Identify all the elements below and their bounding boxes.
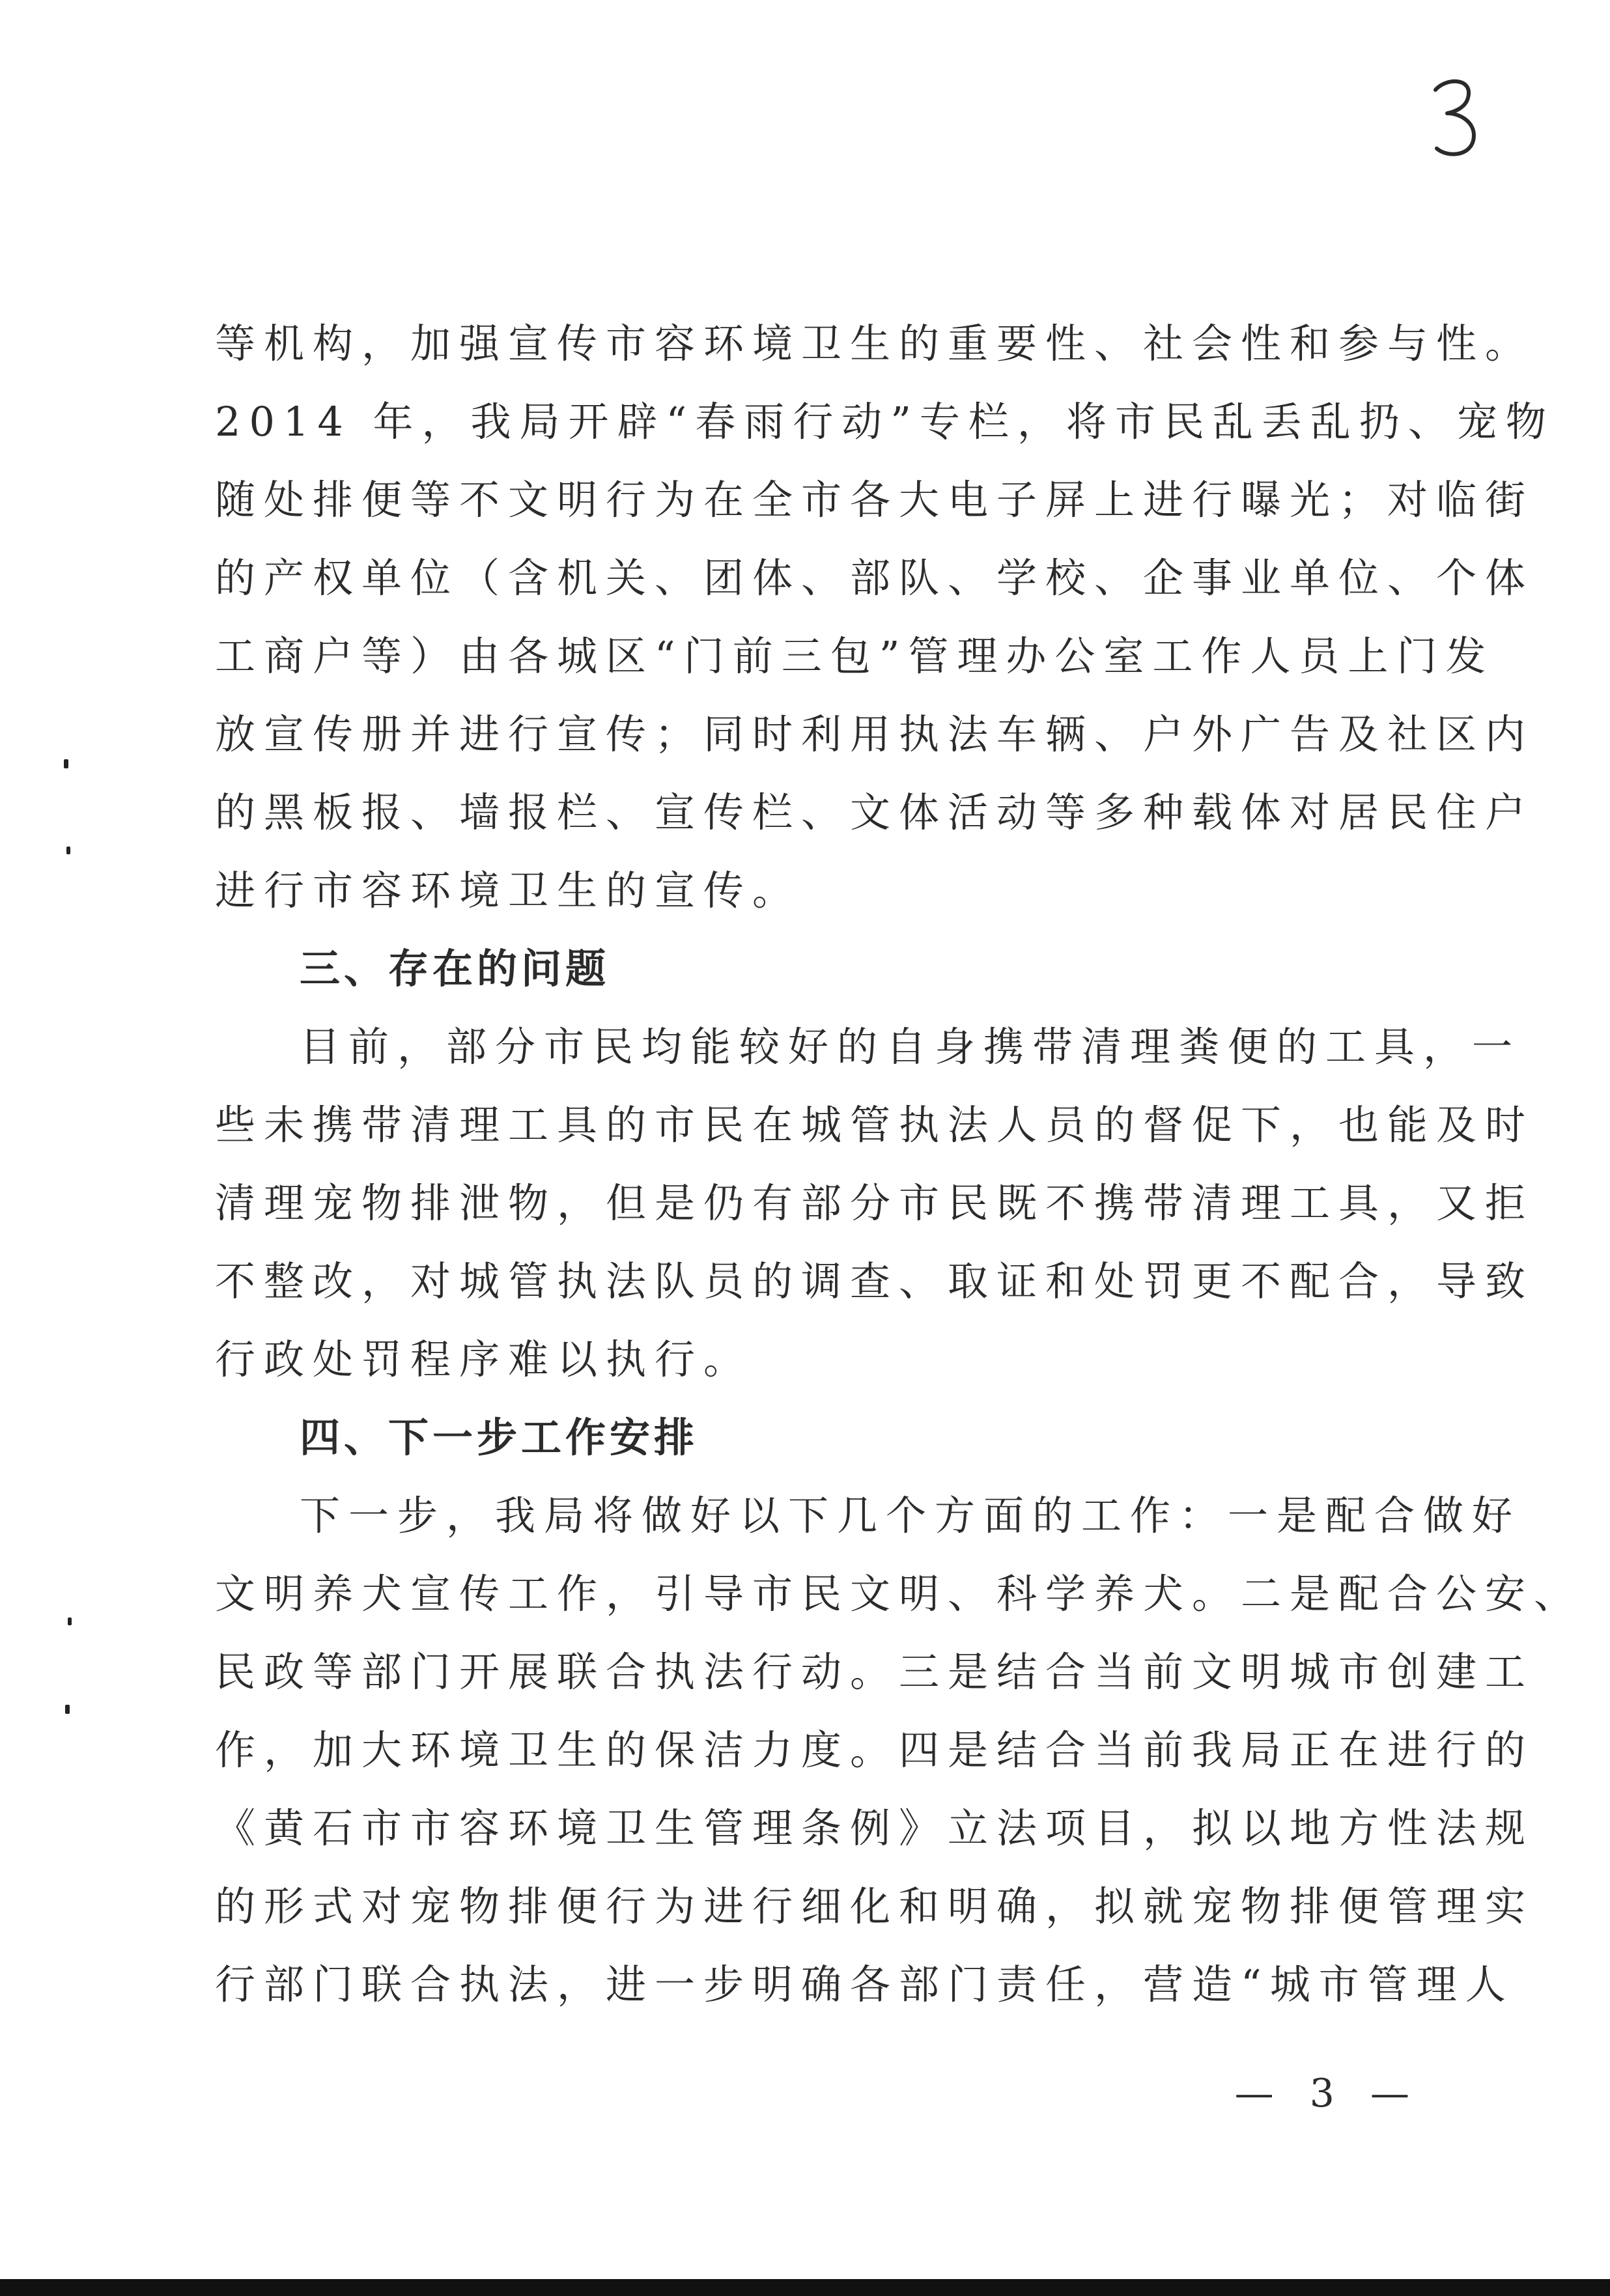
footer-page-number: — 3 — <box>1234 2071 1421 2116</box>
text-line: 清理宠物排泄物，但是仍有部分市民既不携带清理工具，又拒 <box>215 1179 1534 1227</box>
section-heading-problems: 三、存在的问题 <box>300 945 610 992</box>
text-line: 不整改，对城管执法队员的调查、取证和处罚更不配合，导致 <box>215 1257 1534 1305</box>
text-line: 的黑板报、墙报栏、宣传栏、文体活动等多种载体对居民住户 <box>215 789 1534 836</box>
document-body <box>215 305 1583 2024</box>
text-line: 等机构，加强宣传市容环境卫生的重要性、社会性和参与性。 <box>215 320 1534 367</box>
text-line: 随处排便等不文明行为在全市各大电子屏上进行曝光；对临街 <box>215 476 1534 524</box>
text-line: 工商户等）由各城区“门前三包”管理办公室工作人员上门发 <box>215 632 1495 680</box>
section-heading-next-steps: 四、下一步工作安排 <box>300 1414 699 1461</box>
text-line: 下一步，我局将做好以下几个方面的工作：一是配合做好 <box>300 1492 1521 1539</box>
scan-edge <box>0 2279 1610 2296</box>
text-line: 放宣传册并进行宣传；同时利用执法车辆、户外广告及社区内 <box>215 710 1534 758</box>
scan-speck <box>65 1705 70 1714</box>
scan-speck <box>66 847 70 854</box>
text-line: 的形式对宠物排便行为进行细化和明确，拟就宠物排便管理实 <box>215 1883 1534 1930</box>
text-line: 目前，部分市民均能较好的自身携带清理粪便的工具，一 <box>300 1023 1521 1071</box>
text-line: 《黄石市市容环境卫生管理条例》立法项目，拟以地方性法规 <box>215 1804 1534 1852</box>
text-line: 2014 年，我局开辟“春雨行动”专栏，将市民乱丢乱扔、宠物 <box>215 398 1555 445</box>
scan-speck <box>68 1617 72 1625</box>
text-line: 行部门联合执法，进一步明确各部门责任，营造“城市管理人 <box>215 1961 1514 2008</box>
text-line: 文明养犬宣传工作，引导市民文明、科学养犬。二是配合公安、 <box>215 1570 1583 1617</box>
text-line: 行政处罚程序难以执行。 <box>215 1336 753 1383</box>
handwritten-page-number <box>1428 72 1486 163</box>
text-line: 作，加大环境卫生的保洁力度。四是结合当前我局正在进行的 <box>215 1726 1534 1774</box>
text-line: 的产权单位（含机关、团体、部队、学校、企事业单位、个体 <box>215 554 1534 602</box>
scan-speck <box>64 759 68 768</box>
text-line: 些未携带清理工具的市民在城管执法人员的督促下，也能及时 <box>215 1101 1534 1149</box>
text-line: 民政等部门开展联合执法行动。三是结合当前文明城市创建工 <box>215 1648 1534 1696</box>
text-line: 进行市容环境卫生的宣传。 <box>215 867 802 914</box>
